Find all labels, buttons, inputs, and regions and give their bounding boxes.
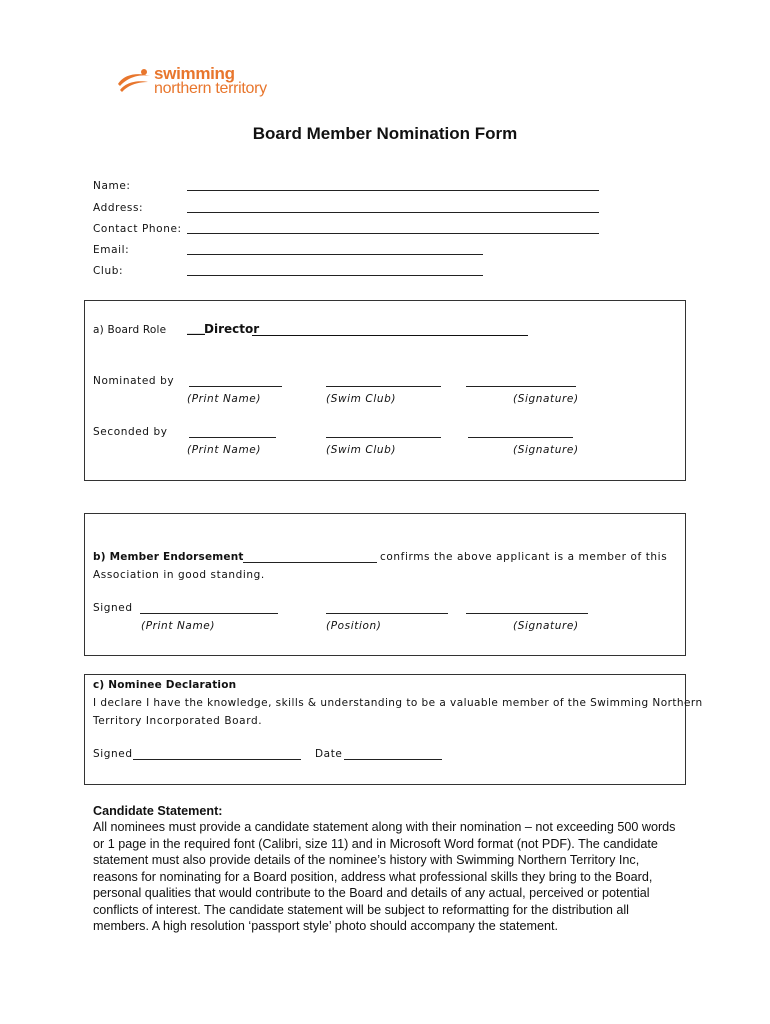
declaration-date-field[interactable] [344,759,442,760]
declaration-signed-label: Signed [93,748,133,760]
signature-caption: (Signature) [513,393,579,405]
nominee-declaration-label: c) Nominee Declaration [93,679,237,691]
endorser-name-field[interactable] [140,613,278,614]
declaration-text-2: Territory Incorporated Board. [93,715,263,727]
role-underline [252,335,528,336]
nominator-signature-field[interactable] [466,386,576,387]
page-title: Board Member Nomination Form [252,124,518,143]
seconder-club-field[interactable] [326,437,441,438]
swim-club-caption: (Swim Club) [326,444,397,456]
club-field[interactable] [187,275,483,276]
association-field[interactable] [243,562,377,563]
declaration-text-1: I declare I have the knowledge, skills & understanding to be a valuable member of the Swimming Northern [93,697,703,709]
swimmer-icon [116,68,152,96]
signature-caption: (Signature) [513,620,579,632]
signature-caption: (Signature) [513,444,579,456]
endorser-signature-field[interactable] [466,613,588,614]
print-name-caption: (Print Name) [187,444,262,456]
club-label: Club: [93,265,124,277]
endorsement-signed-label: Signed [93,602,133,614]
seconder-name-field[interactable] [189,437,276,438]
swim-club-caption: (Swim Club) [326,393,397,405]
endorser-position-field[interactable] [326,613,448,614]
position-caption: (Position) [326,620,382,632]
role-value[interactable]: Director [204,322,260,336]
seconded-by-label: Seconded by [93,426,168,438]
nominator-club-field[interactable] [326,386,441,387]
board-role-label: a) Board Role [93,324,167,336]
nominator-name-field[interactable] [189,386,282,387]
contact-phone-label: Contact Phone: [93,223,182,235]
email-field[interactable] [187,254,483,255]
nominated-by-label: Nominated by [93,375,175,387]
print-name-caption: (Print Name) [187,393,262,405]
logo-line2: northern territory [154,80,267,97]
address-label: Address: [93,202,144,214]
print-name-caption: (Print Name) [141,620,216,632]
declaration-date-label: Date [315,748,343,760]
contact-phone-field[interactable] [187,233,599,234]
seconder-signature-field[interactable] [468,437,573,438]
name-field[interactable] [187,190,599,191]
address-field[interactable] [187,212,599,213]
endorsement-text-2: Association in good standing. [93,569,265,581]
statement-body: All nominees must provide a candidate statement along with their nomination – not exceeding 500 words or 1 page in the required font (Calibri, size 11) and in Microsoft Word format (not PDF). The candidate statement must also provide details of the nominee’s history with Swimming Northern Territory Inc, reasons for nominating for a Board position, address what professional skills they bring to the Board, personal qualities that would contribute to the Board and details of any actual, perceived or potential conflicts of interest. The candidate statement will be subject to reformatting for the distribution all members. A high resolution ‘passport style’ photo should accompany the statement. [93,820,676,933]
endorsement-text-1: confirms the above applicant is a member of this [380,551,668,563]
logo-line1: swimming [154,64,235,83]
member-endorsement-section [84,513,686,656]
role-prefix: ___ [187,321,205,335]
name-label: Name: [93,180,131,192]
statement-heading: Candidate Statement: [93,804,223,818]
declaration-signature-field[interactable] [133,759,301,760]
email-label: Email: [93,244,130,256]
member-endorsement-label: b) Member Endorsement [93,551,244,563]
